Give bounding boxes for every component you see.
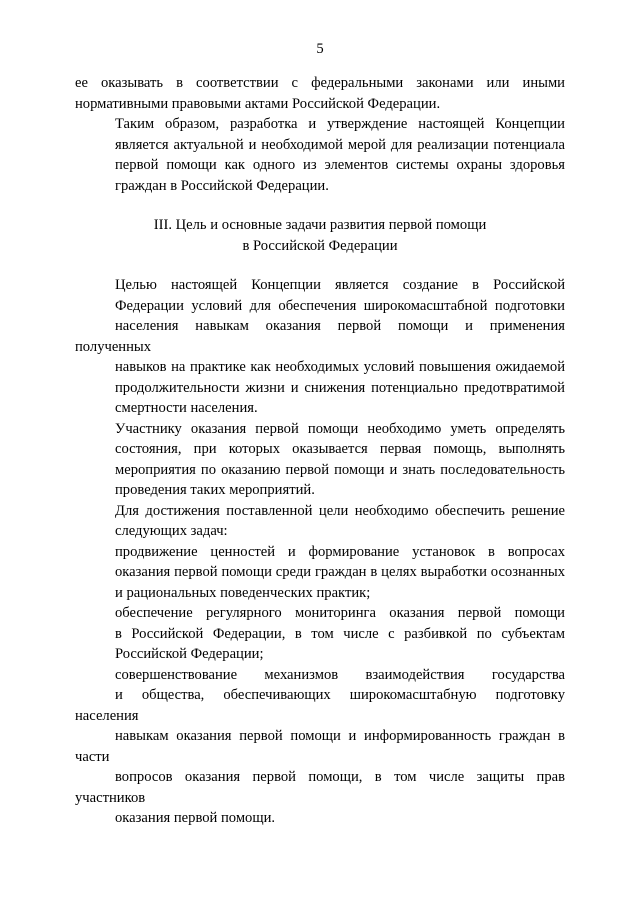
- text-line: состояния, при которых оказывается первая помощь, выполнять: [115, 441, 565, 457]
- paragraph: [75, 419, 565, 501]
- text-line: Участнику оказания первой помощи необходимо уметь определять: [115, 420, 565, 437]
- text-line: оказания первой помощи среди граждан в целях выработки осознанных: [115, 564, 565, 580]
- text-line: Российской Федерации;: [115, 646, 264, 662]
- paragraph: [75, 275, 565, 419]
- paragraph: [75, 501, 565, 542]
- text-line: совершенствование механизмов взаимодействия государства: [115, 666, 565, 683]
- text-line: оказания первой помощи.: [115, 810, 276, 826]
- text-line: Таким образом, разработка и утверждение настоящей Концепции: [115, 116, 565, 132]
- text-line: продвижение ценностей и формирование установок в вопросах: [115, 543, 565, 560]
- document-body: [75, 73, 565, 829]
- text-line: и общества, обеспечивающих широкомасштабную подготовку населения: [75, 687, 565, 724]
- text-line: населения навыкам оказания первой помощи и применения полученных: [75, 318, 565, 355]
- text-line: и рациональных поведенческих практик;: [115, 584, 371, 601]
- text-line: Федерации условий для обеспечения широкомасштабной подготовки: [115, 297, 565, 314]
- text-line: проведения таких мероприятий.: [115, 482, 315, 498]
- heading-line: III. Цель и основные задачи развития первой помощи: [153, 217, 487, 233]
- section-heading: [75, 215, 565, 256]
- text-line: Целью настоящей Концепции является создание в Российской: [115, 277, 565, 293]
- paragraphs-after-heading: [75, 275, 565, 829]
- heading-line: в Российской Федерации: [242, 237, 398, 254]
- paragraph: [75, 114, 565, 196]
- text-line: продолжительности жизни и снижения потенциально предотвратимой: [115, 379, 565, 396]
- text-line: первой помощи как одного из элементов системы охраны здоровья: [115, 157, 565, 173]
- paragraph: [75, 665, 565, 829]
- text-line: обеспечение регулярного мониторинга оказания первой помощи: [115, 605, 565, 621]
- text-line: вопросов оказания первой помощи, в том числе защиты прав участников: [75, 769, 565, 806]
- text-line: навыкам оказания первой помощи и информированность граждан в части: [75, 728, 565, 765]
- paragraph: [75, 603, 565, 665]
- paragraph: [75, 73, 565, 114]
- text-line: ее оказывать в соответствии с федеральными законами или иными: [75, 75, 565, 91]
- text-line: мероприятия по оказанию первой помощи и знать последовательность: [115, 461, 565, 478]
- page-number: 5: [316, 41, 324, 57]
- paragraph: [75, 542, 565, 604]
- text-line: в Российской Федерации, в том числе с разбивкой по субъектам: [115, 625, 565, 642]
- text-line: граждан в Российской Федерации.: [115, 177, 329, 194]
- text-line: является актуальной и необходимой мерой для реализации потенциала: [115, 136, 565, 153]
- text-line: нормативными правовыми актами Российской Федерации.: [75, 95, 441, 112]
- text-line: Для достижения поставленной цели необходимо обеспечить решение: [115, 502, 565, 519]
- text-line: навыков на практике как необходимых условий повышения ожидаемой: [115, 359, 565, 375]
- paragraphs-before-heading: [75, 73, 565, 196]
- text-line: смертности населения.: [115, 400, 258, 416]
- text-line: следующих задач:: [115, 523, 228, 539]
